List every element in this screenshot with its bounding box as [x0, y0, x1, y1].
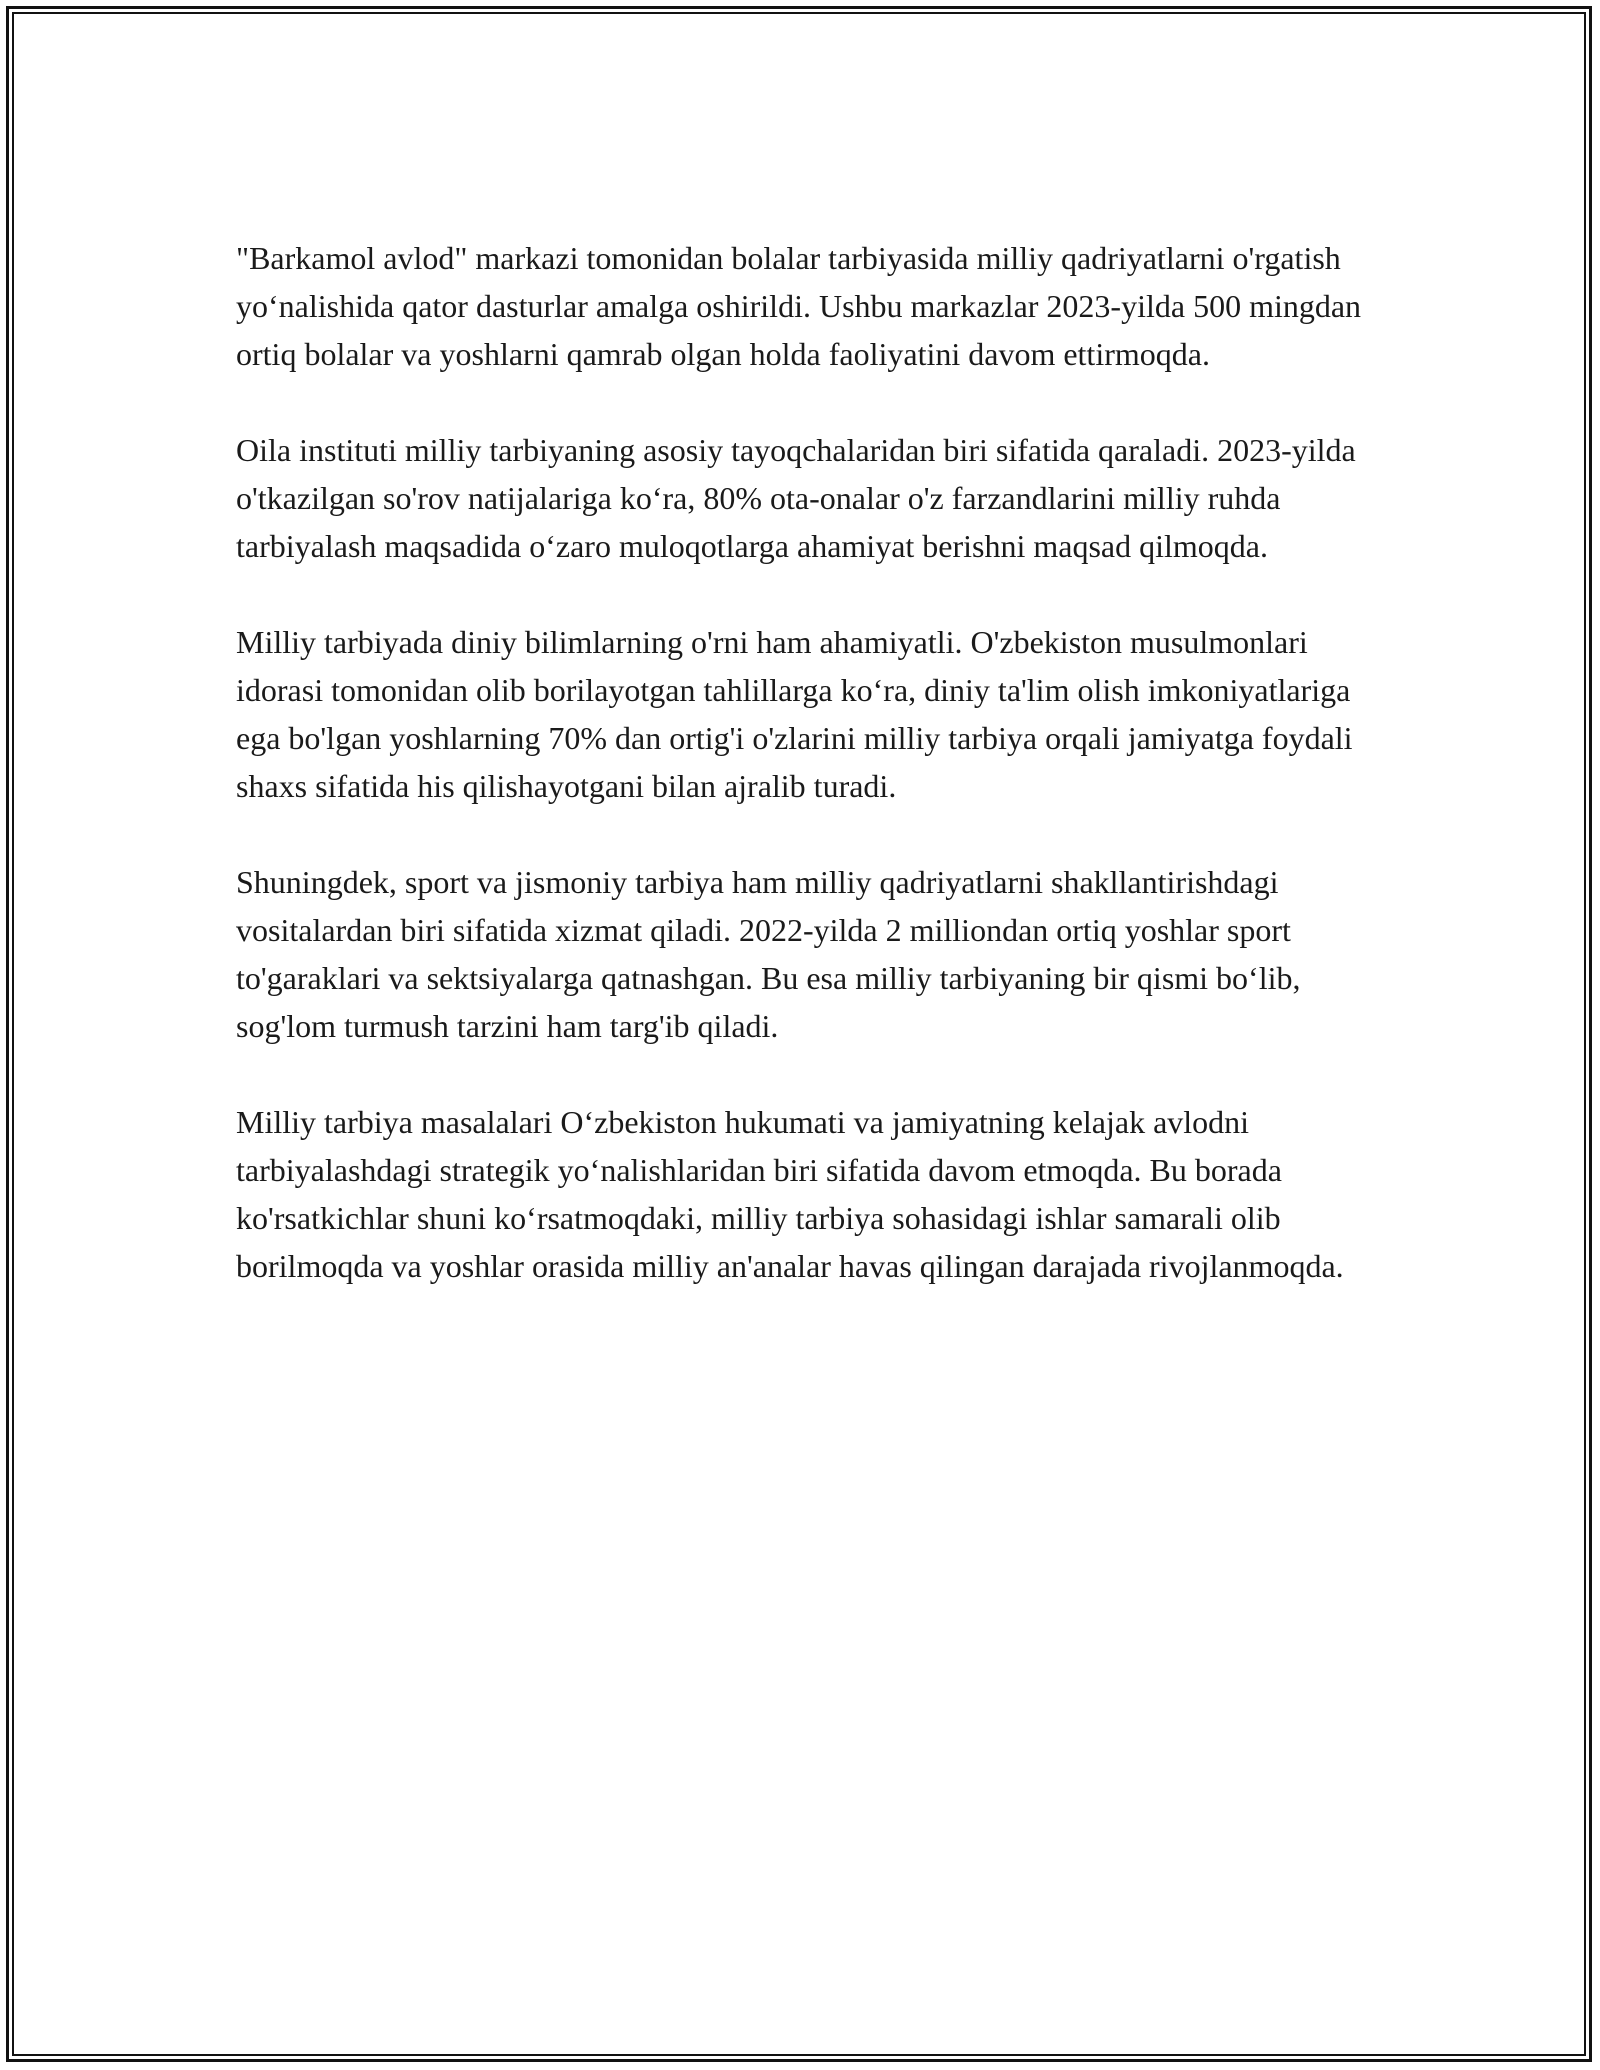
paragraph-milliy-tarbiya-masalalari: Milliy tarbiya masalalari O‘zbekiston hukumati va jamiyatning kelajak avlodni tarbiyalashdagi strategik yo‘nalishlaridan biri sifatida davom etmoqda. Bu borada ko'rsatkichlar shuni ko‘rsatmoqdaki, milliy tarbiya sohasidagi ishlar samarali olib borilmoqda va yoshlar orasida milliy an'analar havas qilingan darajada rivojlanmoqda.	[236, 1104, 1344, 1284]
paragraph-oila-instituti: Oila instituti milliy tarbiyaning asosiy tayoqchalaridan biri sifatida qaraladi. 2023-yilda o'tkazilgan so'rov natijalariga ko‘ra, 80% ota-onalar o'z farzandlarini milliy ruhda tarbiyalash maqsadida o‘zaro muloqotlarga ahamiyat berishni maqsad qilmoqda.	[236, 432, 1356, 564]
paragraph-diniy-bilimlar: Milliy tarbiyada diniy bilimlarning o'rni ham ahamiyatli. O'zbekiston musulmonlari idorasi tomonidan olib borilayotgan tahlillarga ko‘ra, diniy ta'lim olish imkoniyatlariga ega bo'lgan yoshlarning 70% dan ortig'i o'zlarini milliy tarbiya orqali jamiyatga foydali shaxs sifatida his qilishayotgani bilan ajralib turadi.	[236, 624, 1353, 804]
document-body	[236, 234, 1376, 1338]
paragraph-barkamol-avlod: "Barkamol avlod" markazi tomonidan bolalar tarbiyasida milliy qadriyatlarni o'rgatish yo‘nalishida qator dasturlar amalga oshirildi. Ushbu markazlar 2023-yilda 500 mingdan ortiq bolalar va yoshlarni qamrab olgan holda faoliyatini davom ettirmoqda.	[236, 240, 1362, 372]
paragraph-sport-tarbiya: Shuningdek, sport va jismoniy tarbiya ham milliy qadriyatlarni shakllantirishdagi vositalardan biri sifatida xizmat qiladi. 2022-yilda 2 milliondan ortiq yoshlar sport to'garaklari va sektsiyalarga qatnashgan. Bu esa milliy tarbiyaning bir qismi bo‘lib, sog'lom turmush tarzini ham targ'ib qiladi.	[236, 864, 1301, 1044]
